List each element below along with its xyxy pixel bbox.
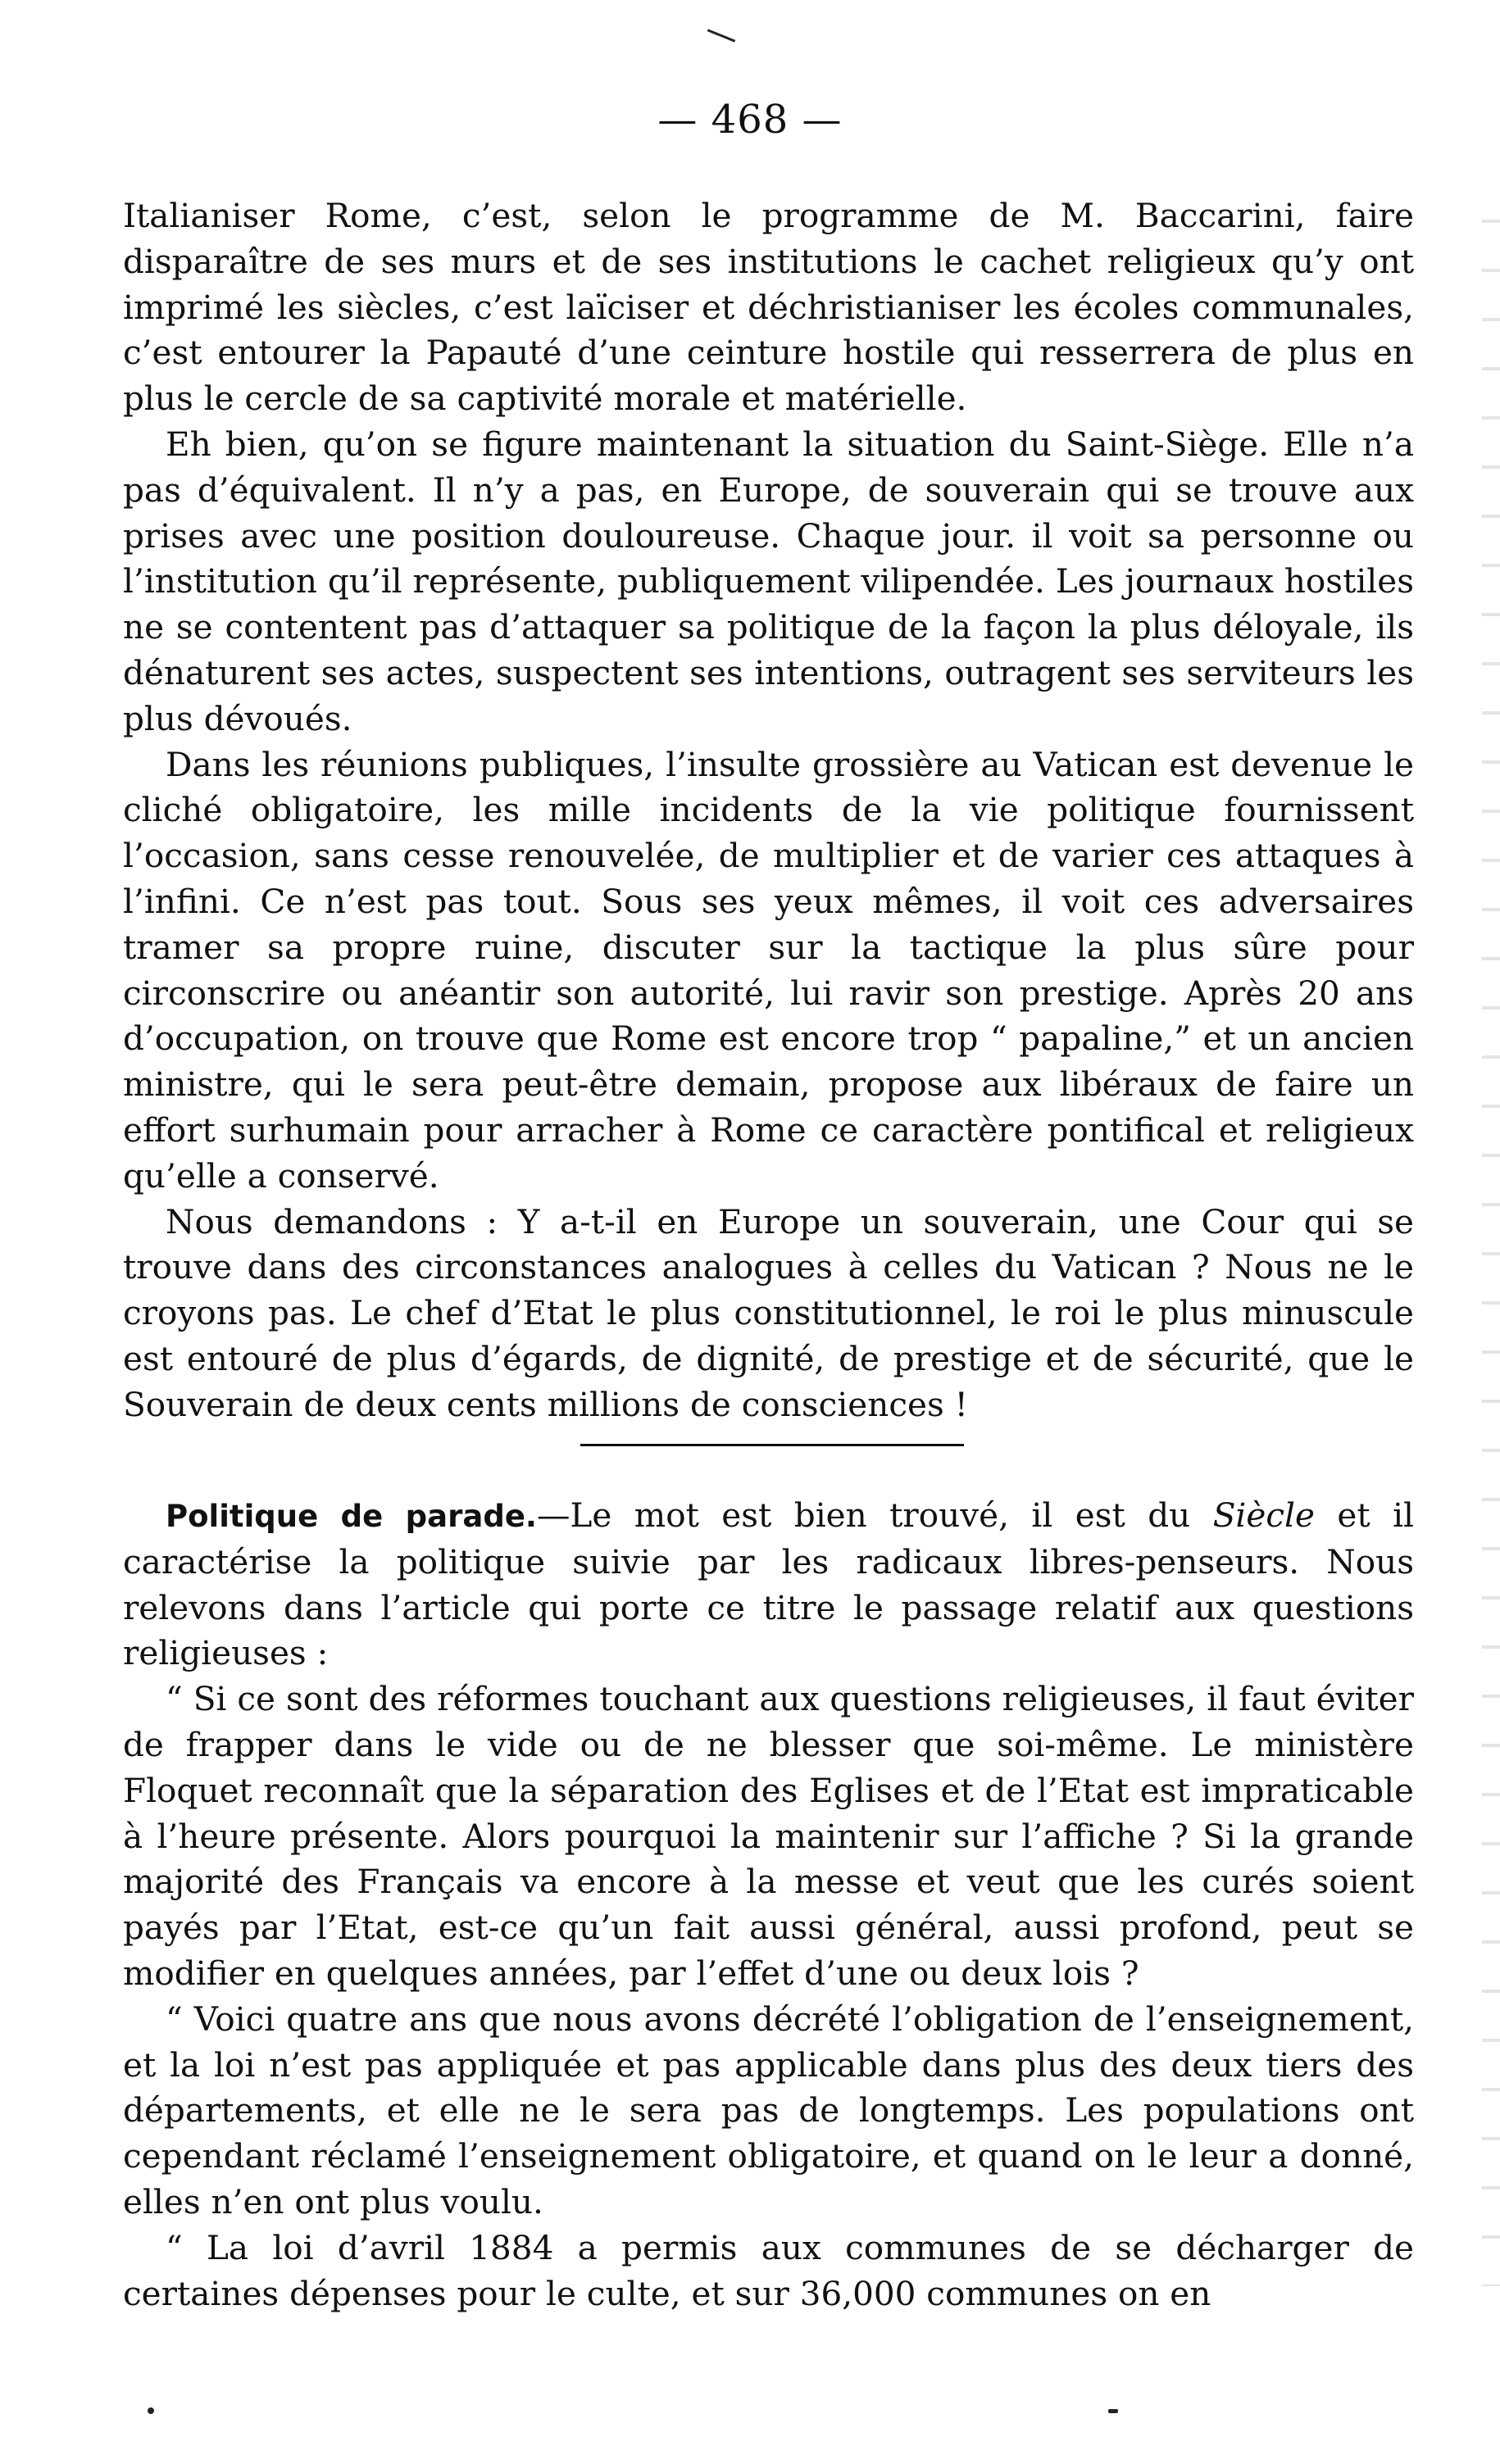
source-title: Siècle <box>1212 1495 1315 1535</box>
section-intro <box>123 1493 1414 1677</box>
scan-speck <box>148 2407 154 2414</box>
ink-mark <box>707 29 736 42</box>
paragraph: Eh bien, qu’on se figure maintenant la situation du Saint-Siège. Elle n’a pas d’équivalent. Il n’y a pas, en Europe, de souverain qui se trouve aux prises avec une position douloureuse. Chaque jour. il voit sa personne ou l’institution qu’il représente, publiquement vilipendée. Les journaux hostiles ne se contentent pas d’attaquer sa politique de la façon la plus déloyale, ils dénaturent ses actes, suspectent ses intentions, outragent ses serviteurs les plus dévoués. <box>123 424 1414 738</box>
paragraph: Dans les réunions publiques, l’insulte grossière au Vatican est devenue le cliché obligatoire, les mille incidents de la vie politique fournissent l’occasion, sans cesse renouvelée, de multiplier et de varier ces attaques à l’infini. Ce n’est pas tout. Sous ses yeux mêmes, il voit ces adversaires tramer sa propre ruine, discuter sur la tactique la plus sûre pour circonscrire ou anéantir son autorité, lui ravir son prestige. Après 20 ans d’occupation, on trouve que Rome est encore trop “ papaline,” et un ancien ministre, qui le sera peut-être demain, propose aux libéraux de faire un effort surhumain pour arracher à Rome ce caractère pontifical et religieux qu’elle a conservé. <box>123 744 1414 1196</box>
section-heading: Politique de parade. <box>166 1499 537 1534</box>
page-number: — 468 — <box>657 97 843 143</box>
paragraph: Italianiser Rome, c’est, selon le programme de M. Baccarini, faire disparaître de ses murs et de ses institutions le cachet religieux qu’y ont imprimé les siècles, c’est laïciser et déchristianiser les écoles communales, c’est entourer la Papauté d’une ceinture hostile qui resserrera de plus en plus le cercle de sa captivité morale et matérielle. <box>123 196 1414 419</box>
scan-edge <box>1482 205 1500 2286</box>
paragraph: Nous demandons : Y a-t-il en Europe un souverain, une Cour qui se trouve dans des circonstances analogues à celles du Vatican ? Nous ne le croyons pas. Le chef d’Etat le plus constitutionnel, le roi le plus minuscule est entouré de plus d’égards, de dignité, de prestige et de sécurité, que le Souverain de deux cents millions de consciences ! <box>123 1201 1414 1424</box>
intro-text: —Le mot est bien trouvé, il est du <box>536 1495 1213 1535</box>
article-body <box>123 193 1414 1428</box>
article-body-2 <box>123 1493 1414 2317</box>
quote-paragraph: “ Si ce sont des réformes touchant aux questions religieuses, il faut éviter de frapper dans le vide ou de ne blesser que soi-même. Le ministère Floquet reconnaît que la séparation des Eglises et de l’Etat est impraticable à l’heure présente. Alors pourquoi la maintenir sur l’affiche ? Si la grande majorité des Français va encore à la messe et veut que les curés soient payés par l’Etat, est-ce qu’un fait aussi général, aussi profond, peut se modifier en quelques années, par l’effet d’une ou deux lois ? <box>123 1679 1414 1993</box>
intro-text: et il caractérise la politique suivie par les radicaux libres-penseurs. Nous relevons dans l’article qui porte ce titre le passage relatif aux questions religieuses : <box>123 1495 1415 1673</box>
quote-paragraph: “ La loi d’avril 1884 a permis aux communes de se décharger de certaines dépenses pour le culte, et sur 36,000 communes on en <box>123 2227 1414 2313</box>
scan-speck <box>1108 2409 1118 2413</box>
quote-paragraph: “ Voici quatre ans que nous avons décrété l’obligation de l’enseignement, et la loi n’est pas appliquée et pas applicable dans plus des deux tiers des départements, et elle ne le sera pas de longtemps. Les populations ont cependant réclamé l’enseignement obligatoire, et quand on le leur a donné, elles n’en ont plus voulu. <box>123 1999 1414 2221</box>
section-divider <box>580 1444 964 1446</box>
